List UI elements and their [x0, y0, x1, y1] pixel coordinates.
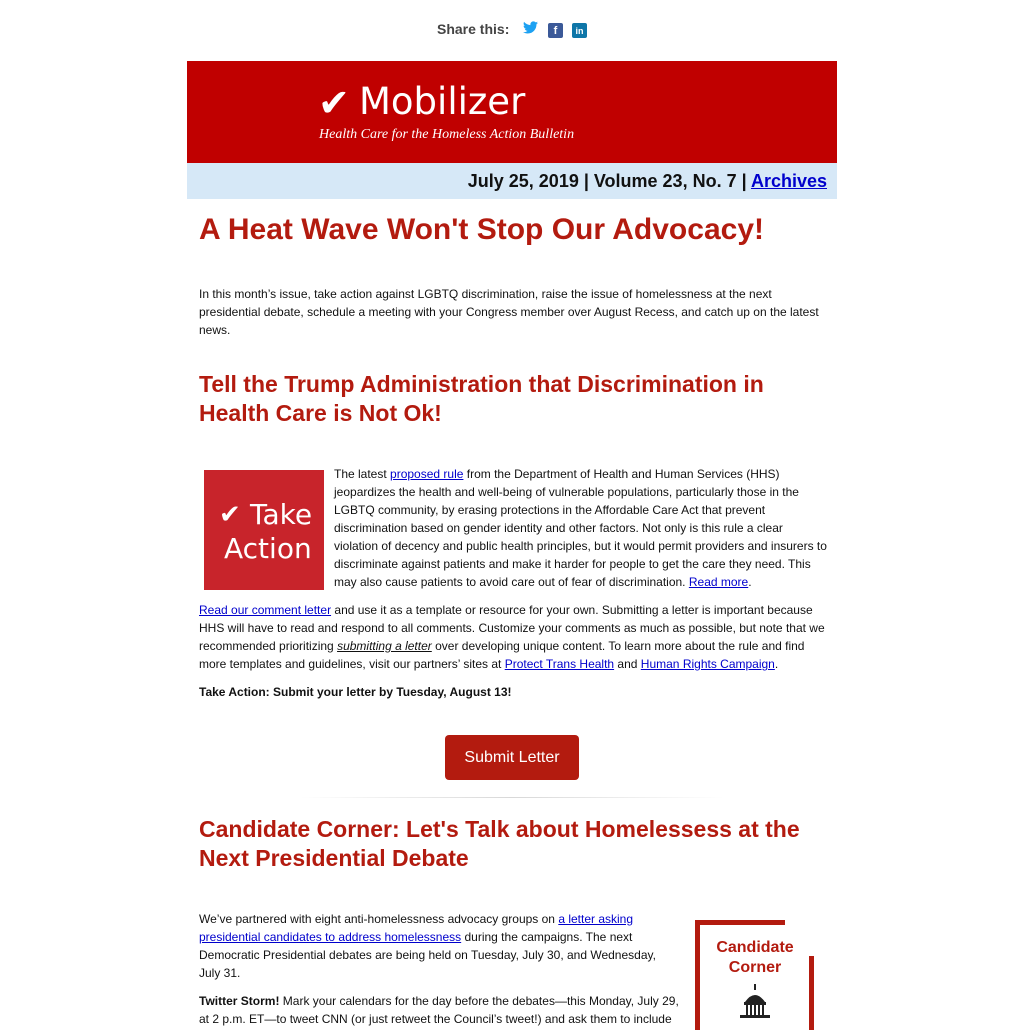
text-span: Mark your calendars for the day before the debates—this Monday, July 29, at 2 p.m. ET—to tweet CNN (or just retweet the Council’s tweet!) and ask them to include	[199, 994, 679, 1026]
text-span: and use it as a template or resource for your own. Submitting a letter is important because HHS will have to read and respond to all comments. Customize your comments as much as possible, but note that we recommended prioritizing	[199, 603, 825, 653]
text-span: during the campaigns. The next Democratic Presidential debates are being held on Tuesday, July 30, and Wednesday, July 31.	[199, 930, 656, 980]
partnership-paragraph	[199, 910, 679, 982]
text-span: and	[614, 657, 641, 671]
take-action-line2: Action	[224, 532, 312, 565]
badge-line1: Candidate	[716, 939, 794, 956]
submit-letter-button[interactable]: Submit Letter	[445, 735, 579, 780]
text-span: We’ve partnered with eight anti-homelessness advocacy groups on	[199, 912, 559, 926]
badge-border-right	[809, 956, 814, 1030]
candidates-letter-link[interactable]: a letter asking presidential candidates to address homelessness	[199, 912, 634, 944]
badge-line2: Corner	[728, 959, 782, 976]
comment-letter-link[interactable]: Read our comment letter	[199, 603, 332, 617]
section-divider	[300, 797, 724, 798]
text-span: .	[774, 657, 779, 671]
text-span: over developing unique content. To learn more about the rule and find more templates and guidelines, visit our partners’ sites at	[199, 639, 805, 671]
banner-title: Mobilizer	[359, 80, 526, 123]
text-span: from the Department of Health and Human Services (HHS) jeopardizes the health and well-being of vulnerable populations, particularly those in the LGBTQ community, by erasing protections in the Affordable Care Act that prevent discrimination based on gender identity and other factors. Not only is this rule a clear violation of decency and public health principles, but it would permit providers and insurers to discriminate against patients and make it harder for people to get the care they need. This may also cause patients to avoid care out of fear of discrimination.	[334, 467, 827, 589]
dateline-bar	[187, 163, 837, 199]
check-icon: ✔	[219, 500, 241, 530]
issue-date-volume: July 25, 2019 | Volume 23, No. 7 |	[467, 171, 751, 191]
section-title-candidate-corner: Candidate Corner: Let's Talk about Homelessess at the Next Presidential Debate	[199, 816, 800, 871]
badge-text	[703, 938, 807, 978]
proposed-rule-link[interactable]: proposed rule	[390, 467, 464, 481]
archives-link[interactable]: Archives	[750, 171, 827, 191]
share-bar	[0, 18, 1024, 42]
deadline-text: Take Action: Submit your letter by Tuesday, August 13!	[199, 685, 512, 699]
human-rights-campaign-link[interactable]: Human Rights Campaign	[640, 657, 775, 671]
text-span: The latest	[334, 467, 391, 481]
header-banner	[187, 61, 837, 163]
rule-paragraph	[334, 465, 828, 591]
protect-trans-health-link[interactable]: Protect Trans Health	[504, 657, 615, 671]
twitter-icon[interactable]	[523, 20, 538, 35]
banner-subtitle: Health Care for the Homeless Action Bulletin	[319, 127, 575, 142]
twitter-storm-paragraph	[199, 992, 687, 1028]
linkedin-icon[interactable]: in	[572, 23, 587, 38]
share-label: Share this:	[437, 21, 510, 37]
facebook-icon[interactable]: f	[548, 23, 563, 38]
issue-info	[468, 171, 827, 192]
comment-letter-paragraph	[199, 601, 827, 673]
twitter-storm-label: Twitter Storm!	[199, 994, 280, 1008]
text-span: .	[748, 575, 752, 589]
take-action-image	[204, 470, 324, 590]
take-action-line1: Take	[250, 498, 313, 531]
capitol-dome-icon	[735, 984, 775, 1024]
page-title: A Heat Wave Won't Stop Our Advocacy!	[199, 213, 764, 246]
badge-border-left	[695, 920, 700, 1030]
read-more-link[interactable]: Read more	[688, 575, 749, 589]
intro-paragraph: In this month’s issue, take action against LGBTQ discrimination, raise the issue of homelessness at the next presidential debate, schedule a meeting with your Congress member over August Recess, and catch up on the latest news.	[199, 287, 819, 337]
candidate-corner-badge	[695, 920, 815, 1030]
badge-border-top	[695, 920, 785, 925]
section-title-discrimination: Tell the Trump Administration that Discrimination in Health Care is Not Ok!	[199, 371, 764, 426]
check-logo-icon: ✔	[318, 81, 350, 125]
emphasis-text: submitting a letter	[337, 639, 432, 653]
